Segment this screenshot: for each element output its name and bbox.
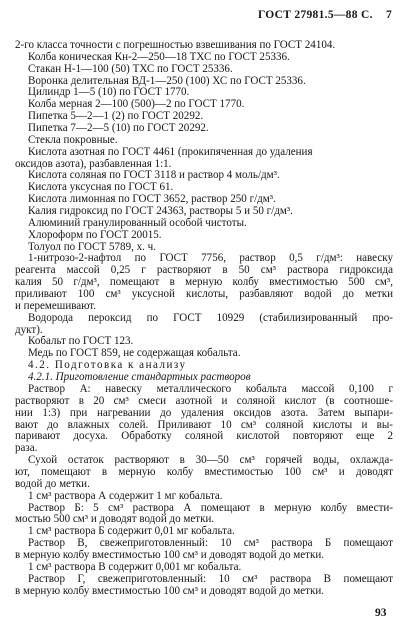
standard-code: ГОСТ 27981.5—88 (257, 9, 358, 21)
text-line: Кислота азотная по ГОСТ 4461 (прокипяченная до удаления (28, 145, 313, 158)
text-line: калия 50 г/дм³, помещают в мерную колбу вместимостью 500 см³, (15, 276, 393, 289)
text-line: нии 1:3) при нагревании до удаления оксидов азота. Затем выпари- (15, 406, 393, 419)
text-line: в мерную колбу вместимостью 100 см³ и доводят водой до метки. (15, 548, 325, 561)
text-line: Раствор А: навеску металлического кобальта массой 0,100 г (28, 382, 393, 395)
text-line: 1 см³ раствора А содержит 1 мг кобальта. (28, 489, 223, 502)
text-line: Алюминий гранулированный особой чистоты. (28, 216, 247, 229)
page-label: С. (360, 9, 373, 21)
text-line: в мерную колбу вместимостью 100 см³ и доводят водой до метки. (15, 584, 325, 597)
text-line: 1 см³ раствора В содержит 0,001 мг кобальта. (28, 560, 242, 573)
text-line: Цилиндр 1—5 (10) по ГОСТ 1770. (28, 86, 190, 99)
text-line: 4.2. Подготовка к анализу (28, 359, 187, 372)
page-number: 93 (375, 607, 387, 619)
text-line: Медь по ГОСТ 859, не содержащая кобальта. (28, 347, 241, 360)
text-line: Раствор В, свежеприготовленный: 10 см³ раствора Б помещают (28, 537, 393, 550)
text-line: водой до метки. (15, 477, 90, 490)
header-mark: 7 (385, 9, 392, 21)
text-line: дукт). (15, 323, 43, 336)
text-line: Пипетка 7—2—5 (10) по ГОСТ 20292. (28, 122, 209, 135)
text-line: Раствор Г, свежеприготовленный: 10 см³ раствора В помещают (28, 572, 393, 585)
text-line: раза. (15, 442, 38, 455)
text-line: и перемешивают. (15, 299, 97, 312)
text-line: приливают 100 см³ уксусной кислоты, разбавляют водой до метки (15, 288, 393, 301)
text-line: Кобальт по ГОСТ 123. (28, 335, 134, 348)
text-line: Раствор Б: 5 см³ раствора А помещают в мерную колбу вмести- (28, 501, 393, 514)
text-line: вают до влажных солей. Приливают 10 см³ соляной кислоты и вы- (15, 418, 393, 431)
page-header (0, 9, 392, 21)
text-line: Кислота соляная по ГОСТ 3118 и раствор 4 моль/дм³. (28, 169, 280, 182)
text-line: оксидов азота), разбавленная 1:1. (15, 157, 172, 170)
text-line: Пипетка 5—2—1 (2) по ГОСТ 20292. (28, 110, 204, 123)
text-line: ют, помещают в мерную колбу вместимостью 100 см³ и доводят (15, 465, 393, 478)
text-line: 1-нитрозо-2-нафтол по ГОСТ 7756, раствор 0,5 г/дм³: навеску (28, 252, 393, 265)
body-text (15, 40, 393, 597)
text-line: Кислота уксусная по ГОСТ 61. (28, 181, 174, 194)
text-line: Водорода пероксид по ГОСТ 10929 (стабилизированный про- (28, 311, 393, 324)
text-line: Толуол по ГОСТ 5789, х. ч. (28, 240, 156, 253)
text-line: Калия гидроксид по ГОСТ 24363, растворы 5 и 50 г/дм³. (28, 205, 293, 218)
text-line: Кислота лимонная по ГОСТ 3652, раствор 250 г/дм³. (28, 193, 276, 206)
text-line: реагента массой 0,25 г растворяют в 50 см³ раствора гидроксида (15, 264, 393, 277)
text-line: 4.2.1. Приготовление стандартных растворов (28, 371, 251, 384)
text-line: паривают досуха. Обработку соляной кислотой повторяют еще 2 (15, 430, 393, 443)
text-line: растворяют в 20 см³ смеси азотной и соляной кислот (в соотноше- (15, 394, 393, 407)
text-line: Сухой остаток растворяют в 30—50 см³ горячей воды, охлаждa- (28, 454, 393, 467)
text-line: Воронка делительная ВД-1—250 (100) ХС по ГОСТ 25336. (28, 74, 306, 87)
text-line: 1 см³ раствора Б содержит 0,01 мг кобальта. (28, 525, 235, 538)
text-line: Стекла покровные. (28, 133, 118, 146)
text-line: Колба мерная 2—100 (500)—2 по ГОСТ 1770. (28, 98, 245, 111)
text-line: Колба коническая Кн-2—250—18 ТХС по ГОСТ 25336. (28, 50, 290, 63)
text-line: мостью 500 см³ и доводят водой до метки. (15, 513, 215, 526)
text-line: Хлороформ по ГОСТ 20015. (28, 228, 162, 241)
text-line: 2-го класса точности с погрешностью взвешивания по ГОСТ 24104. (15, 39, 336, 51)
text-line: Стакан Н-1—100 (50) ТХС по ГОСТ 25336. (28, 62, 233, 75)
